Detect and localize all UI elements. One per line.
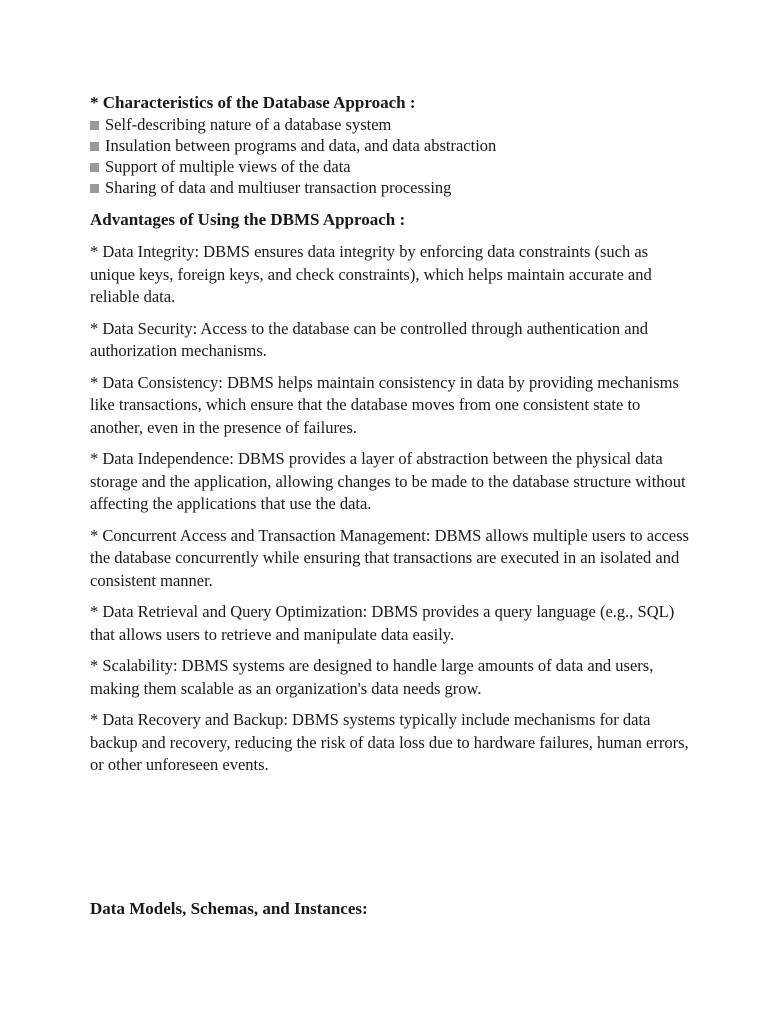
list-item-text: Self-describing nature of a database system xyxy=(105,115,392,134)
list-item-text: Insulation between programs and data, and data abstraction xyxy=(105,136,497,155)
list-item-text: Support of multiple views of the data xyxy=(105,157,351,176)
advantage-paragraph: * Data Integrity: DBMS ensures data integrity by enforcing data constraints (such as unique keys, foreign keys, and check constraints), which helps maintain accurate and reliable data. xyxy=(90,242,652,306)
advantages-heading: Advantages of Using the DBMS Approach : xyxy=(90,210,406,229)
square-bullet-icon xyxy=(90,184,99,193)
document-page xyxy=(90,92,690,786)
advantage-paragraph: * Data Retrieval and Query Optimization: DBMS provides a query language (e.g., SQL) that allows users to retrieve and manipulate data easily. xyxy=(90,602,675,644)
advantage-paragraph: * Data Consistency: DBMS helps maintain consistency in data by providing mechanisms like transactions, which ensure that the database moves from one consistent state to another, even in the presence of failures. xyxy=(90,372,679,437)
square-bullet-icon xyxy=(90,121,99,130)
characteristics-list xyxy=(90,114,690,198)
square-bullet-icon xyxy=(90,142,99,151)
list-item xyxy=(90,114,690,135)
list-item-text: Sharing of data and multiuser transaction processing xyxy=(105,178,452,197)
advantage-paragraph: * Data Recovery and Backup: DBMS systems typically include mechanisms for data backup and recovery, reducing the risk of data loss due to hardware failures, human errors, or other unforeseen events. xyxy=(90,710,689,774)
advantage-paragraph: * Scalability: DBMS systems are designed to handle large amounts of data and users, making them scalable as an organization's data needs grow. xyxy=(90,656,654,698)
data-models-heading: Data Models, Schemas, and Instances: xyxy=(90,899,368,918)
characteristics-heading: * Characteristics of the Database Approach : xyxy=(90,93,416,112)
list-item xyxy=(90,177,690,198)
square-bullet-icon xyxy=(90,163,99,172)
advantage-paragraph: * Data Security: Access to the database can be controlled through authentication and authorization mechanisms. xyxy=(90,318,649,360)
list-item xyxy=(90,156,690,177)
advantage-paragraph: * Data Independence: DBMS provides a layer of abstraction between the physical data storage and the application, allowing changes to be made to the database structure without affecting the applications that use the data. xyxy=(90,449,686,513)
list-item xyxy=(90,135,690,156)
advantage-paragraph: * Concurrent Access and Transaction Management: DBMS allows multiple users to access the database concurrently while ensuring that transactions are executed in an isolated and consistent manner. xyxy=(90,525,689,590)
